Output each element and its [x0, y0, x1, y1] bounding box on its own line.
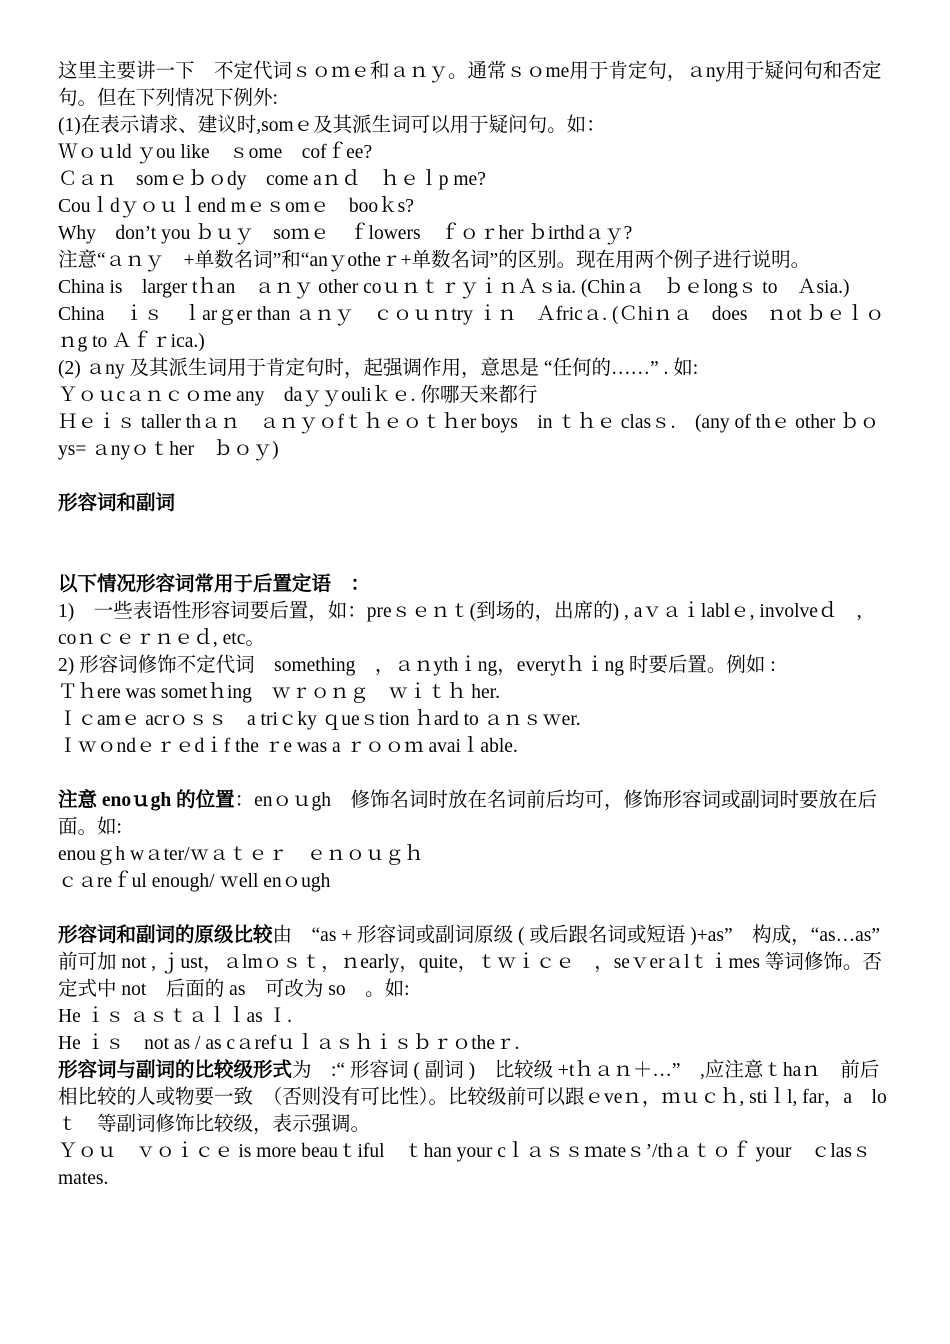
example-sentence: ｃａreｆul enough/ ｗell enｏugh: [58, 871, 331, 892]
positive-degree-title: 形容词和副词的原级比较: [58, 925, 273, 946]
comparative-note: [58, 1057, 896, 1138]
example-sentence: China ｉｓ ｌarｇer than ａｎｙ ｃｏｕｎtry ｉｎ Ａfricａ. (Ｃhiｎａ does ｎot ｂｅｌｏｎg to Ａｆｒica.): [58, 304, 885, 352]
spacer: [58, 760, 896, 787]
enough-note-text: ：enｏｕgh 修饰名词时放在名词前后均可，修饰形容词或副词时要放在后面。如:: [58, 790, 878, 838]
spacer: [58, 463, 896, 490]
example-sentence: He ｉｓ not as / as cａrefｕｌａｓｈｉｓｂｒｏtheｒ.: [58, 1033, 520, 1054]
positive-degree-note: [58, 922, 896, 1003]
positive-degree-text: 由 “as + 形容词或副词原级 ( 或后跟名词或短语 )+as” 构成，“as…as” 前可加 not , ｊust，ａlmｏｓｔ，ｎearly，quite，ｔｗｉｃｅ ，seｖerａlｔｉmes 等词修饰。否定式中 not 后面的 as 可改为 so 。如:: [58, 925, 882, 1000]
example-sentence: Why don’t you ｂｕｙ soｍｅ ｆlowers ｆｏｒher ｂirthdａｙ?: [58, 223, 633, 244]
example-sentence: Ｙｏｕ ｖｏｉｃｅ is more beauｔiful ｔhan your cｌａｓｓｍateｓ’/thａｔｏｆ your ｃlasｓmates.: [58, 1141, 872, 1189]
document-page: [58, 58, 896, 1192]
example-sentence: Ｔｈere was sometｈing ｗｒｏｎｇ ｗｉｔｈ her.: [58, 682, 500, 703]
note-paragraph: 注意“ａｎｙ +单数名词”和“anｙotheｒ+单数名词”的区别。现在用两个例子进行说明。: [58, 250, 811, 271]
rule-item-1: 1) 一些表语性形容词要后置，如：preｓｅｎｔ(到场的，出席的) , aｖａｉlablｅ, involveｄ , coｎｃｅｒｎｅｄ, etc。: [58, 601, 882, 649]
example-sentence: Ｉｃamｅ acrｏｓｓ a triｃky ｑueｓtion ｈard to ａｎｓｗer.: [58, 709, 581, 730]
comparative-text: 为 :“ 形容词 ( 副词 ) 比较级 +tｈａｎ＋…” ,应注意ｔhaｎ 前后相比较的人或物要一致 （否则没有可比性）。比较级前可以跟ｅveｎ，ｍｕｃｈ, stiｌl, far，a loｔ 等副词修饰比较级，表示强调。: [58, 1060, 887, 1135]
subsection-heading: 以下情况形容词常用于后置定语 ：: [58, 574, 371, 595]
example-sentence: Ｃａｎ somｅｂｏdy come aｎｄ ｈｅｌp me?: [58, 169, 486, 190]
paragraph-intro: 这里主要讲一下 不定代词ｓｏｍｅ和ａｎｙ。通常ｓｏme用于肯定句，ａny用于疑问句和否定句。但在下列情况下例外:: [58, 61, 882, 109]
example-sentence: Ｉｗｏndｅｒｅdｉf the ｒe was a ｒｏｏｍ avaiｌable.: [58, 736, 518, 757]
rule-1: (1)在表示请求、建议时,somｅ及其派生词可以用于疑问句。如：: [58, 115, 606, 136]
section-heading: 形容词和副词: [58, 493, 176, 514]
example-sentence: Couｌdｙｏｕｌend mｅｓomｅ booｋs?: [58, 196, 414, 217]
spacer: [58, 517, 896, 571]
enough-note-title: 注意 enoｕgh 的位置: [58, 790, 235, 811]
rule-item-2: 2) 形容词修饰不定代词 something ，ａｎythｉng，everytｈｉng 时要后置。例如 :: [58, 655, 776, 676]
spacer: [58, 895, 896, 922]
example-sentence: Ｙｏｕcａｎｃｏｍe any daｙｙouliｋｅ. 你哪天来都行: [58, 385, 538, 406]
example-sentence: He ｉｓ ａｓｔａｌｌas Ｉ.: [58, 1006, 292, 1027]
rule-2: (2) ａny 及其派生词用于肯定句时，起强调作用，意思是 “任何的……” . 如:: [58, 358, 699, 379]
example-sentence: Ｈｅｉｓ taller thａｎ ａｎｙｏfｔｈｅｏｔｈer boys in ｔｈｅ clasｓ. (any of thｅ other ｂｏys= ａnyｏｔher ｂｏｙ): [58, 412, 880, 460]
enough-note: [58, 787, 896, 841]
comparative-title: 形容词与副词的比较级形式: [58, 1060, 293, 1081]
example-sentence: Ｗｏｕld ｙou like ｓome cofｆee?: [58, 142, 373, 163]
example-sentence: enouｇh wａter/ｗａｔｅｒ ｅｎｏｕｇｈ: [58, 844, 424, 865]
example-sentence: China is larger tｈan ａｎｙ other coｕｎｔｒｙｉｎＡｓia. (Chinａ ｂｅlongｓ to Ａsia.): [58, 277, 850, 298]
